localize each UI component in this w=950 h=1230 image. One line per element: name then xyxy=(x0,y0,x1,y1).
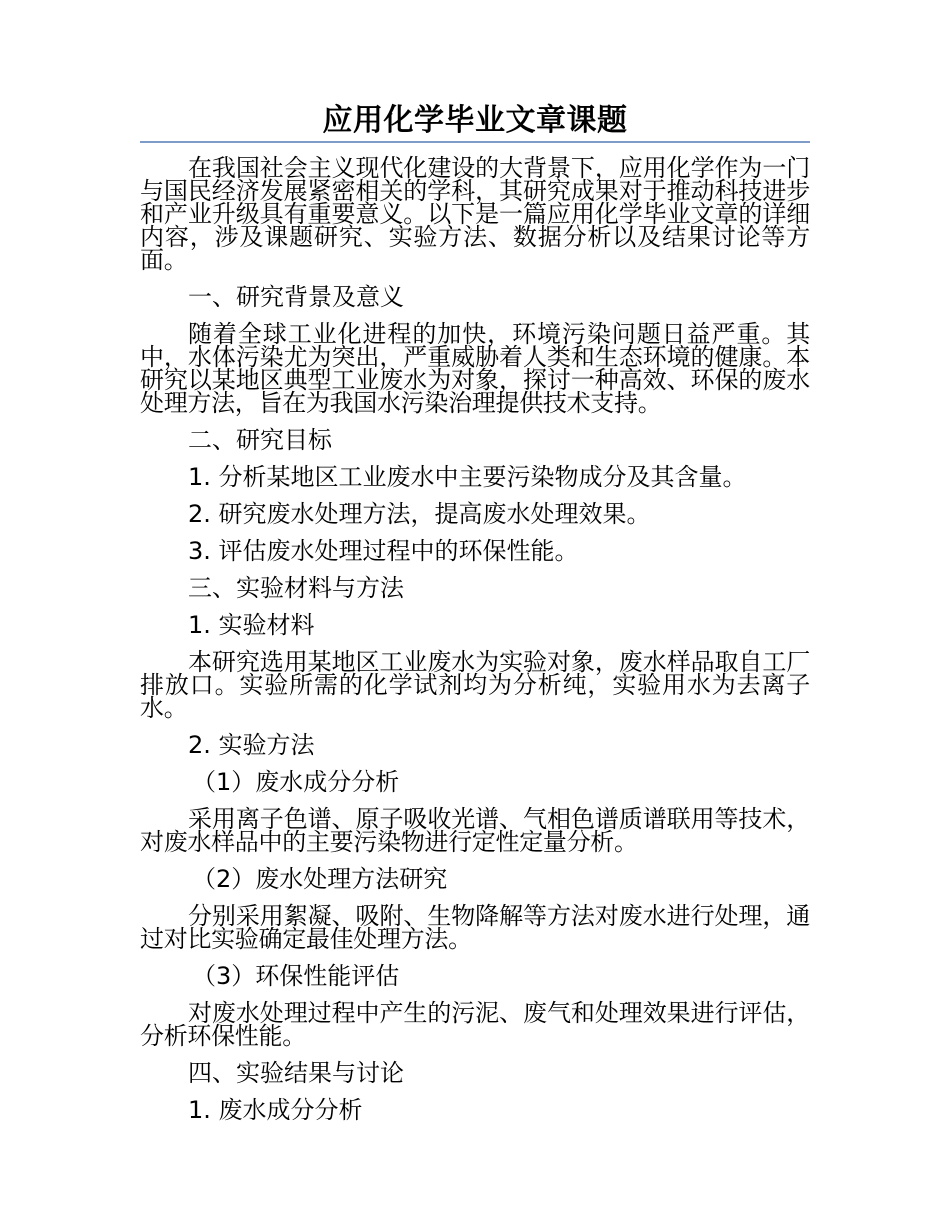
goal-item-3: 3. 评估废水处理过程中的环保性能。 xyxy=(188,537,579,565)
document-page xyxy=(140,100,810,1136)
page-title: 应用化学毕业文章课题 xyxy=(322,103,628,138)
section-heading-methods: 三、实验材料与方法 xyxy=(188,574,404,602)
intro-paragraph: 在我国社会主义现代化建设的大背景下，应用化学作为一门与国民经济发展紧密相关的学科，其研究成果对于推动科技进步和产业升级具有重要意义。以下是一篇应用化学毕业文章的详细内容，涉及课题研究、实验方法、数据分析以及结果讨论等方面。 xyxy=(140,154,810,274)
subsection-heading-materials: 1. 实验材料 xyxy=(188,611,315,639)
composition-paragraph: 采用离子色谱、原子吸收光谱、气相色谱质谱联用等技术，对废水样品中的主要污染物进行定性定量分析。 xyxy=(140,805,810,856)
evaluation-paragraph: 对废水处理过程中产生的污泥、废气和处理效果进行评估，分析环保性能。 xyxy=(140,999,810,1050)
treatment-paragraph: 分别采用絮凝、吸附、生物降解等方法对废水进行处理，通过对比实验确定最佳处理方法。 xyxy=(140,902,810,953)
document-body xyxy=(140,154,810,1124)
method-heading-evaluation: （3）环保性能评估 xyxy=(192,962,400,990)
subsection-heading-analysis: 1. 废水成分分析 xyxy=(188,1096,363,1124)
goal-item-2: 2. 研究废水处理方法，提高废水处理效果。 xyxy=(188,500,651,528)
subsection-heading-methods: 2. 实验方法 xyxy=(188,731,315,759)
materials-paragraph: 本研究选用某地区工业废水为实验对象，废水样品取自工厂排放口。实验所需的化学试剂均为分析纯，实验用水为去离子水。 xyxy=(140,648,810,722)
title-bar xyxy=(140,100,810,143)
section-heading-results: 四、实验结果与讨论 xyxy=(188,1059,404,1087)
section-heading-goals: 二、研究目标 xyxy=(188,426,332,454)
method-heading-composition: （1）废水成分分析 xyxy=(192,768,400,796)
background-paragraph: 随着全球工业化进程的加快，环境污染问题日益严重。其中，水体污染尤为突出，严重威胁着人类和生态环境的健康。本研究以某地区典型工业废水为对象，探讨一种高效、环保的废水处理方法，旨在为我国水污染治理提供技术支持。 xyxy=(140,320,810,417)
method-heading-treatment: （2）废水处理方法研究 xyxy=(192,865,448,893)
section-heading-background: 一、研究背景及意义 xyxy=(188,283,404,311)
goal-item-1: 1. 分析某地区工业废水中主要污染物成分及其含量。 xyxy=(188,463,747,491)
